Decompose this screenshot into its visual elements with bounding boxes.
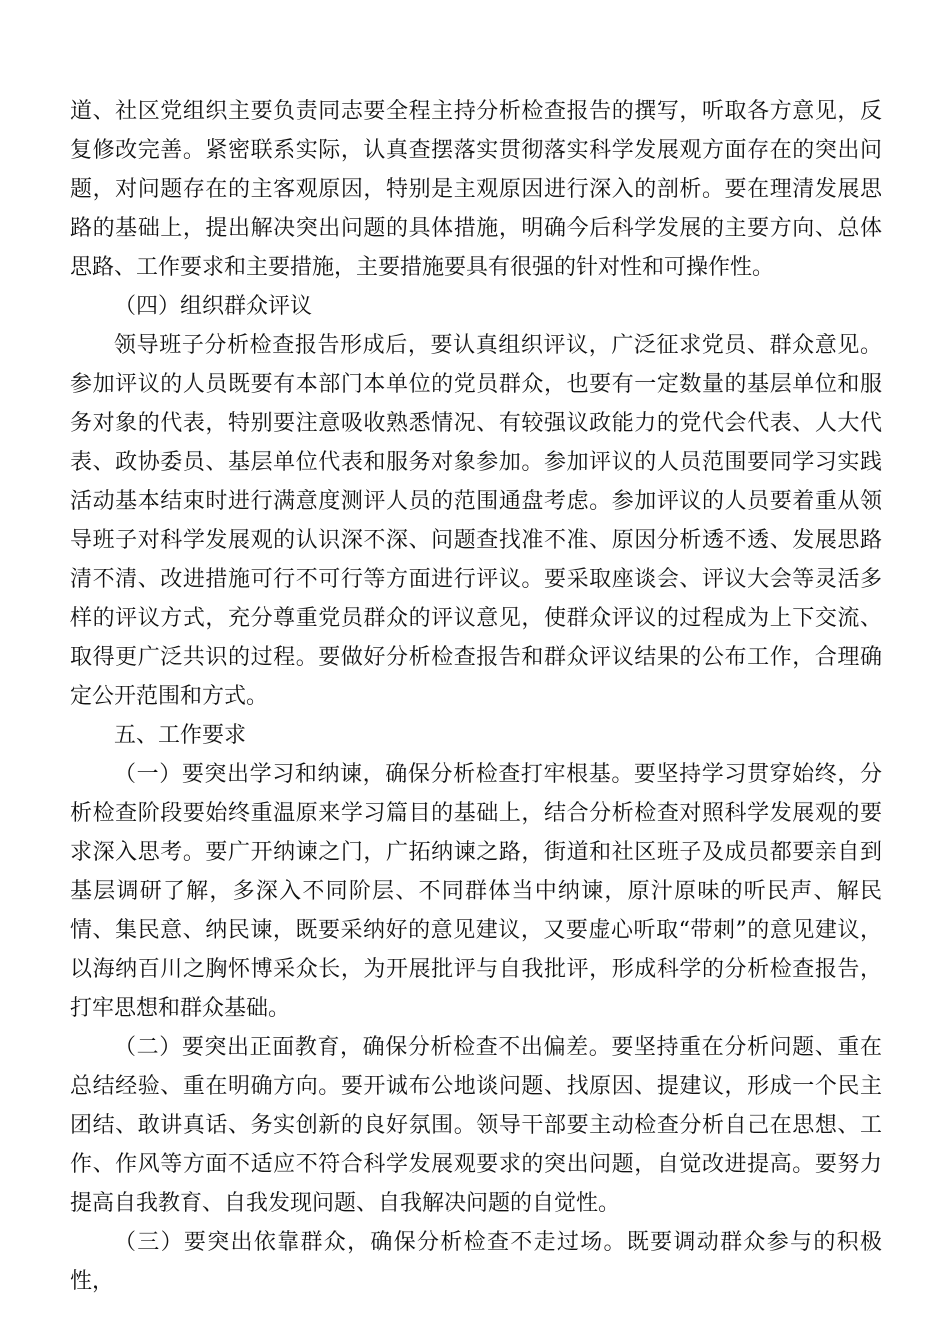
paragraph-mass-review: 领导班子分析检查报告形成后，要认真组织评议，广泛征求党员、群众意见。参加评议的人员既要有本部门本单位的党员群众，也要有一定数量的基层单位和服务对象的代表，特别要注意吸收熟悉情况、有较强议政能力的党代会代表、人大代表、政协委员、基层单位代表和服务对象参加。参加评议的人员范围要同学习实践活动基本结束时进行满意度测评人员的范围通盘考虑。参加评议的人员要着重从领导班子对科学发展观的认识深不深、问题查找准不准、原因分析透不透、发展思路清不清、改进措施可行不可行等方面进行评议。要采取座谈会、评议大会等灵活多样的评议方式，充分尊重党员群众的评议意见，使群众评议的过程成为上下交流、取得更广泛共识的过程。要做好分析检查报告和群众评议结果的公布工作，合理确定公开范围和方式。 [70,333,882,709]
document-page [70,92,882,1301]
paragraph-requirement-2: （二）要突出正面教育，确保分析检查不出偏差。要坚持重在分析问题、重在总结经验、重在明确方向。要开诚布公地谈问题、找原因、提建议，形成一个民主团结、敢讲真话、务实创新的良好氛围。领导干部要主动检查分析自己在思想、工作、作风等方面不适应不符合科学发展观要求的突出问题，自觉改进提高。要努力提高自我教育、自我发现问题、自我解决问题的自觉性。 [70,1035,882,1216]
section-heading-mass-review: （四）组织群众评议 [114,294,313,319]
paragraph-report-drafting: 道、社区党组织主要负责同志要全程主持分析检查报告的撰写，听取各方意见，反复修改完善。紧密联系实际，认真查摆落实贯彻落实科学发展观方面存在的突出问题，对问题存在的主客观原因，特别是主观原因进行深入的剖析。要在理清发展思路的基础上，提出解决突出问题的具体措施，明确今后科学发展的主要方向、总体思路、工作要求和主要措施，主要措施要具有很强的针对性和可操作性。 [70,99,882,280]
paragraph-requirement-1: （一）要突出学习和纳谏，确保分析检查打牢根基。要坚持学习贯穿始终，分析检查阶段要始终重温原来学习篇目的基础上，结合分析检查对照科学发展观的要求深入思考。要广开纳谏之门，广拓纳谏之路，街道和社区班子及成员都要亲自到基层调研了解，多深入不同阶层、不同群体当中纳谏，原汁原味的听民声、解民情、集民意、纳民谏，既要采纳好的意见建议，又要虚心听取“带刺”的意见建议，以海纳百川之胸怀博采众长，为开展批评与自我批评，形成科学的分析检查报告，打牢思想和群众基础。 [70,762,882,1021]
paragraph-requirement-3: （三）要突出依靠群众，确保分析检查不走过场。既要调动群众参与的积极性， [70,1230,882,1294]
section-heading-work-requirements: 五、工作要求 [114,723,247,748]
